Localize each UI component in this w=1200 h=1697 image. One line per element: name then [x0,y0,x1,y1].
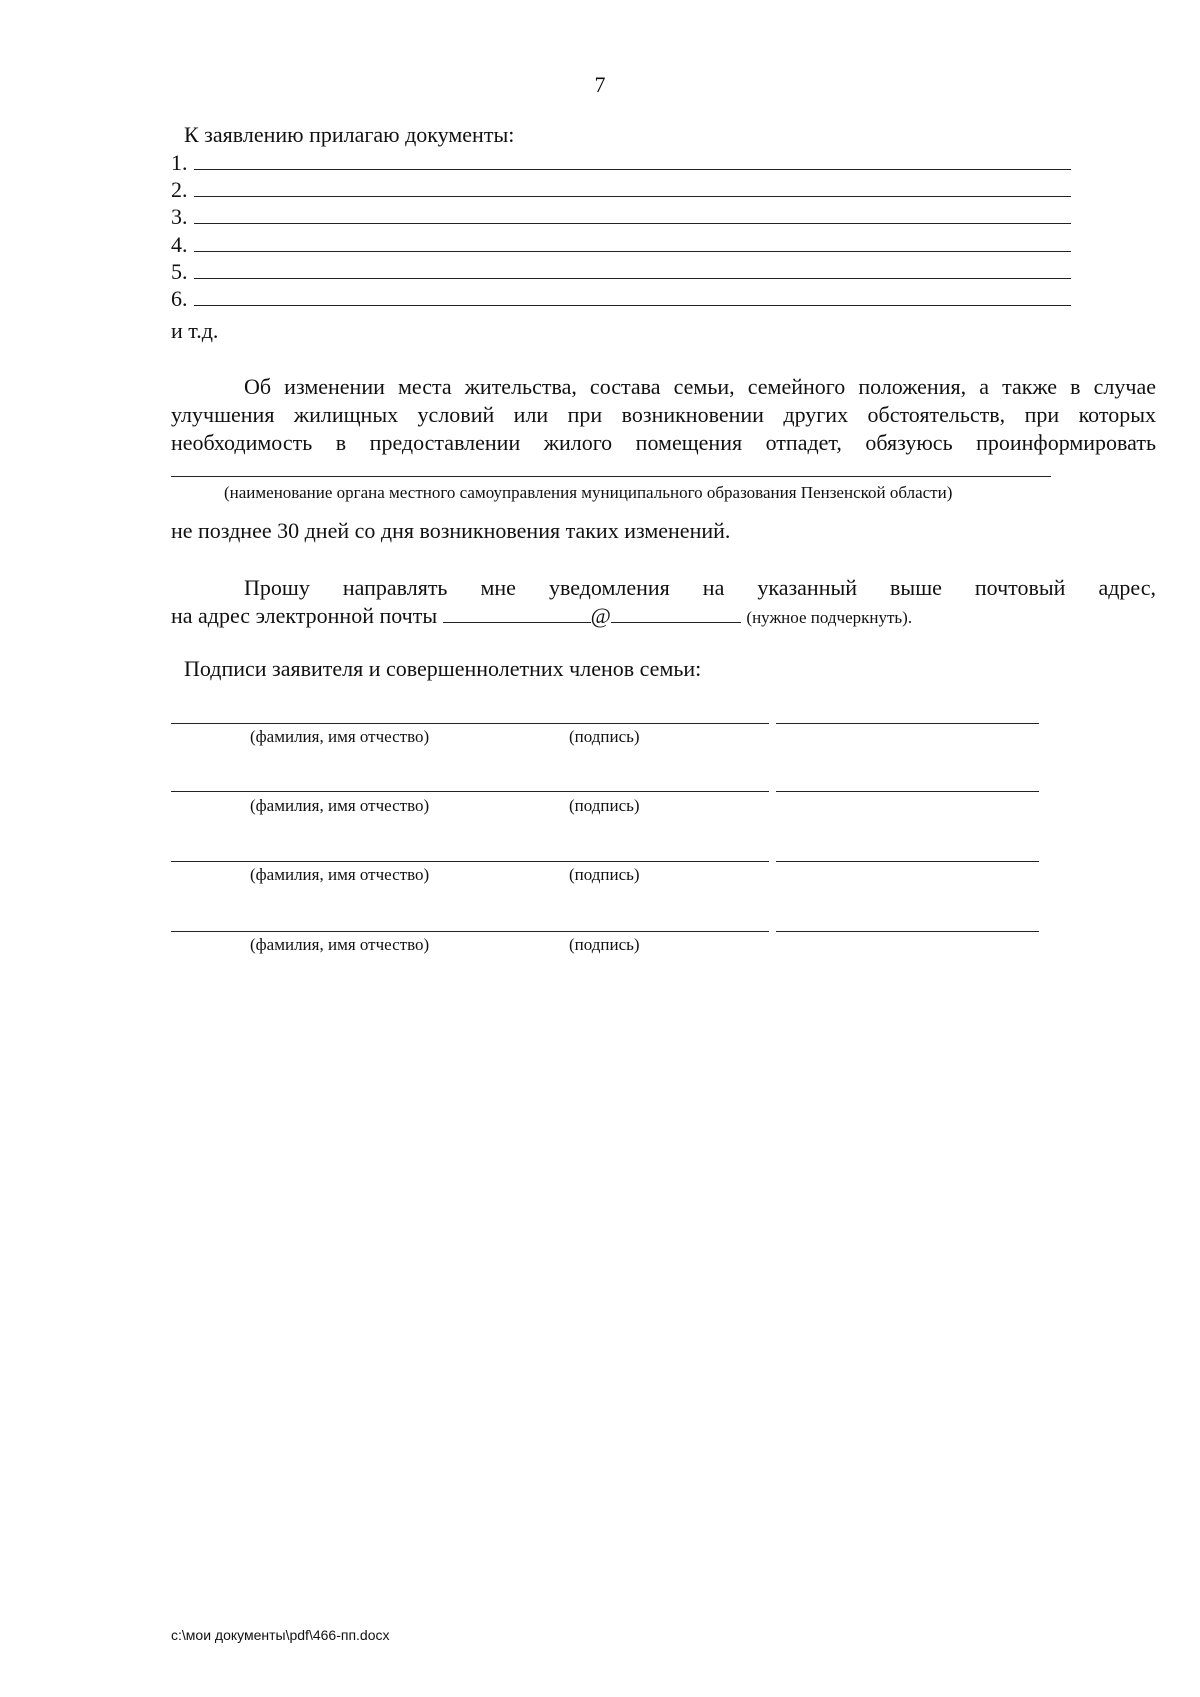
signature-name-line-1[interactable] [171,723,769,724]
attachments-etc: и т.д. [171,318,219,343]
sign-caption-4: (подпись) [569,935,640,954]
signature-sign-line-1[interactable] [776,723,1039,724]
notification-line-2: улучшения жилищных условий или при возникновении других обстоятельств, при которых [171,402,1156,427]
notification-text: Об изменении места жительства, состава семьи, семейного положения, а также в случае [244,374,1156,399]
signature-sign-line-4[interactable] [776,931,1039,932]
request-line-1 [171,575,1156,601]
attachment-number: 3. [171,204,188,229]
authority-blank-line[interactable] [171,476,1051,477]
attachment-item-5 [171,259,1071,285]
request-line-2 [171,603,912,631]
signature-name-line-4[interactable] [171,931,769,932]
attachment-number: 5. [171,259,188,284]
email-domain-field[interactable] [611,605,741,623]
name-caption-1: (фамилия, имя отчество) [250,727,430,746]
at-sign: @ [590,603,611,628]
attachment-blank-line[interactable] [194,151,1072,170]
attachment-number: 4. [171,232,188,257]
authority-caption: (наименование органа местного самоуправления муниципального образования Пензенской области) [224,483,953,502]
attachment-number: 6. [171,286,188,311]
email-hint: (нужное подчеркнуть). [746,608,913,627]
name-caption-3: (фамилия, имя отчество) [250,865,430,884]
attachments-intro: К заявлению прилагаю документы: [184,122,515,147]
page-number: 7 [594,72,606,97]
sign-caption-1: (подпись) [569,727,640,746]
notification-deadline: не позднее 30 дней со дня возникновения таких изменений. [171,518,731,543]
attachment-item-4 [171,232,1071,258]
signature-sign-line-2[interactable] [776,791,1039,792]
attachment-number: 2. [171,177,188,202]
attachment-blank-line[interactable] [194,178,1072,197]
signatures-intro: Подписи заявителя и совершеннолетних членов семьи: [184,656,702,681]
name-caption-4: (фамилия, имя отчество) [250,935,430,954]
attachment-item-1 [171,150,1071,176]
signature-name-line-3[interactable] [171,861,769,862]
notification-line-1 [171,374,1156,400]
attachment-number: 1. [171,150,188,175]
signature-sign-line-3[interactable] [776,861,1039,862]
attachment-blank-line[interactable] [194,205,1072,224]
signature-name-line-2[interactable] [171,791,769,792]
sign-caption-2: (подпись) [569,796,640,815]
sign-caption-3: (подпись) [569,865,640,884]
attachment-blank-line[interactable] [194,260,1072,279]
attachment-blank-line[interactable] [194,233,1072,252]
footer-file-path: c:\мои документы\pdf\466-пп.docx [171,1627,390,1643]
attachment-item-2 [171,177,1071,203]
attachment-item-3 [171,204,1071,230]
email-user-field[interactable] [443,605,591,623]
email-label: на адрес электронной почты [171,603,438,628]
attachment-blank-line[interactable] [194,287,1072,306]
notification-line-3: необходимость в предоставлении жилого помещения отпадет, обязуюсь проинформировать [171,430,1156,455]
name-caption-2: (фамилия, имя отчество) [250,796,430,815]
request-text: Прошу направлять мне уведомления на указанный выше почтовый адрес, [244,575,1156,600]
attachment-item-6 [171,286,1071,312]
